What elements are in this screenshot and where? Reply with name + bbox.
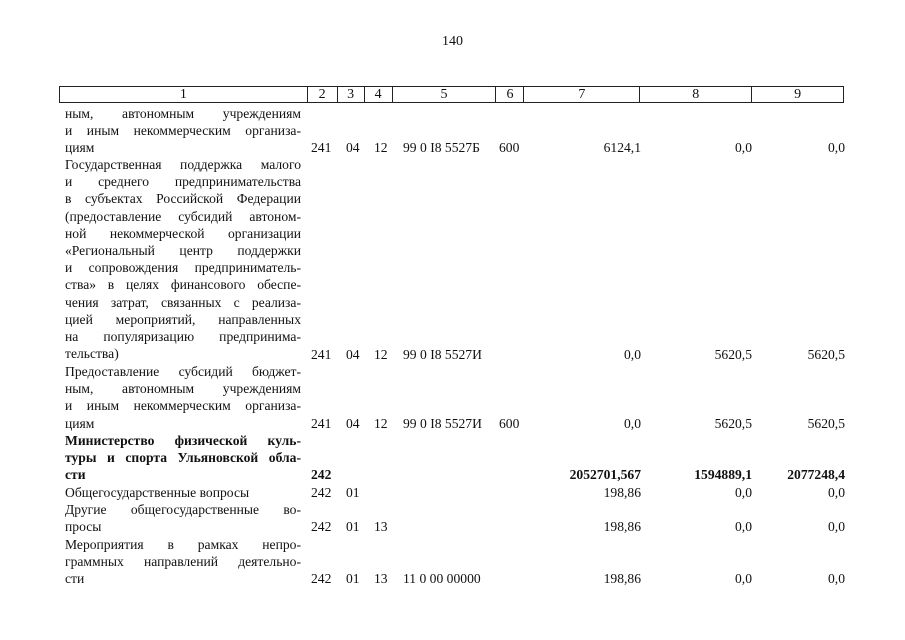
code-ministry: 242 (311, 519, 332, 534)
description-line: Общегосударственные вопросы (65, 485, 250, 500)
code-section: 04 (346, 416, 360, 431)
amount-col-7: 0,0 (624, 347, 641, 362)
code-section: 01 (346, 485, 360, 500)
row-description (65, 156, 301, 362)
description-line: чения затрат, связанных с реализа- (65, 294, 301, 310)
code-section: 04 (346, 347, 360, 362)
description-line: циям (65, 140, 95, 156)
header-col-2: 2 (307, 87, 337, 102)
description-line: просы (65, 519, 102, 535)
amount-col-7: 198,86 (603, 571, 641, 586)
amount-col-9: 2077248,4 (787, 467, 845, 482)
header-col-9: 9 (751, 87, 843, 102)
description-line: граммных направлений деятельно- (65, 554, 301, 570)
code-subsection: 12 (374, 140, 388, 155)
row-description (65, 432, 301, 484)
header-col-6: 6 (495, 87, 523, 102)
amount-col-9: 0,0 (828, 519, 845, 534)
amount-col-9: 5620,5 (807, 416, 845, 431)
description-line: ства» в целях финансового обеспе- (65, 277, 301, 293)
amount-col-7: 198,86 (603, 519, 641, 534)
code-ministry: 241 (311, 416, 332, 431)
description-line: тельства) (65, 346, 119, 362)
code-expense-type: 600 (499, 140, 520, 155)
description-line: в субъектах Российской Федерации (65, 191, 301, 207)
code-ministry: 241 (311, 140, 332, 155)
amount-col-8: 0,0 (735, 519, 752, 534)
row-description (65, 484, 301, 501)
description-line: (предоставление субсидий автоном- (65, 208, 301, 224)
header-col-4: 4 (364, 87, 392, 102)
amount-col-8: 5620,5 (714, 347, 752, 362)
code-ministry: 242 (311, 571, 332, 586)
code-subsection: 12 (374, 347, 388, 362)
amount-col-9: 0,0 (828, 140, 845, 155)
code-ministry: 242 (311, 485, 332, 500)
code-subsection: 13 (374, 519, 388, 534)
row-description (65, 501, 301, 535)
description-line: Предоставление субсидий бюджет- (65, 364, 301, 379)
description-line: и среднего предпринимательства (65, 174, 301, 190)
description-line: цией мероприятий, направленных (65, 311, 301, 327)
description-line: Другие общегосударственные во- (65, 502, 301, 517)
header-col-3: 3 (337, 87, 364, 102)
description-line: и иным некоммерческим организа- (65, 398, 301, 414)
amount-col-7: 2052701,567 (569, 467, 641, 482)
description-line: и сопровождения предприниматель- (65, 260, 301, 276)
description-line: Мероприятия в рамках непро- (65, 537, 301, 552)
code-target: 99 0 I8 5527И (403, 347, 482, 362)
header-col-8: 8 (639, 87, 751, 102)
description-line: сти (65, 467, 86, 483)
code-target: 99 0 I8 5527Б (403, 140, 480, 155)
code-section: 01 (346, 519, 360, 534)
amount-col-8: 0,0 (735, 571, 752, 586)
description-line: на популяризацию предпринима- (65, 329, 301, 345)
amount-col-7: 0,0 (624, 416, 641, 431)
header-col-5: 5 (392, 87, 496, 102)
description-line: и иным некоммерческим организа- (65, 123, 301, 139)
description-line: ным, автономным учреждениям (65, 106, 301, 121)
code-section: 01 (346, 571, 360, 586)
table-header (59, 86, 844, 103)
header-col-1: 1 (179, 87, 187, 102)
description-line: ной некоммерческой организации (65, 225, 301, 241)
description-line: «Региональный центр поддержки (65, 243, 301, 259)
code-section: 04 (346, 140, 360, 155)
code-target: 99 0 I8 5527И (403, 416, 482, 431)
amount-col-8: 5620,5 (714, 416, 752, 431)
amount-col-9: 0,0 (828, 571, 845, 586)
amount-col-8: 0,0 (735, 140, 752, 155)
code-expense-type: 600 (499, 416, 520, 431)
code-subsection: 12 (374, 416, 388, 431)
amount-col-8: 1594889,1 (694, 467, 752, 482)
description-line: Министерство физической куль- (65, 433, 301, 448)
code-subsection: 13 (374, 571, 388, 586)
description-line: Государственная поддержка малого (65, 157, 301, 172)
code-ministry: 242 (311, 467, 332, 482)
page-number: 140 (442, 34, 463, 49)
description-line: ным, автономным учреждениям (65, 381, 301, 397)
amount-col-9: 5620,5 (807, 347, 845, 362)
amount-col-8: 0,0 (735, 485, 752, 500)
row-description (65, 536, 301, 588)
description-line: туры и спорта Ульяновской обла- (65, 450, 301, 466)
amount-col-7: 6124,1 (603, 140, 641, 155)
header-col-7: 7 (523, 87, 639, 102)
description-line: циям (65, 415, 95, 431)
description-line: сти (65, 571, 85, 587)
code-target: 11 0 00 00000 (403, 571, 481, 586)
amount-col-7: 198,86 (603, 485, 641, 500)
row-description (65, 363, 301, 432)
row-description (65, 105, 301, 157)
code-ministry: 241 (311, 347, 332, 362)
amount-col-9: 0,0 (828, 485, 845, 500)
